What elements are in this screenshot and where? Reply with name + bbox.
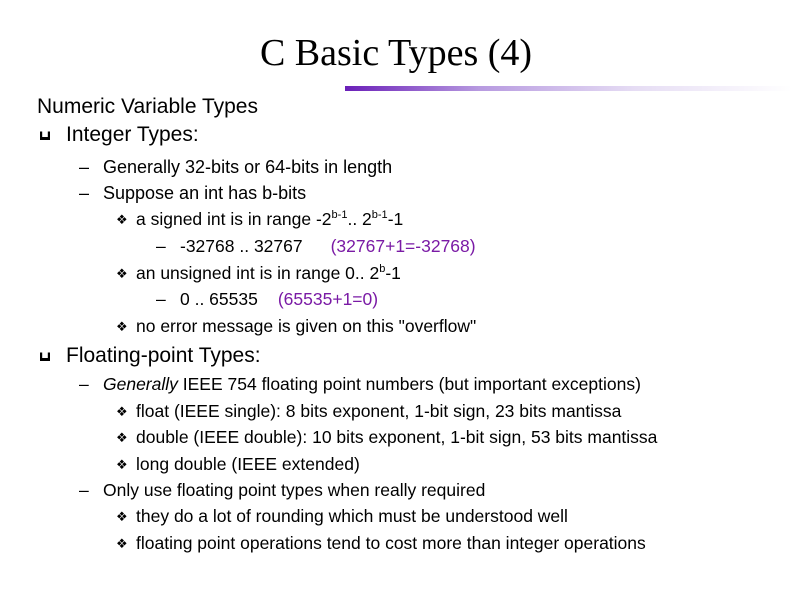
floating-sub1-rest: IEEE 754 floating point numbers (but important exceptions) (177, 374, 641, 394)
square-u-bullet-icon (40, 130, 50, 140)
diamond-check-bullet-icon: ❖ (116, 319, 128, 334)
integer-sub2-text: Suppose an int has b-bits (103, 183, 307, 203)
cost-item (116, 531, 646, 556)
diamond-check-bullet-icon: ❖ (116, 404, 128, 419)
floating-sub2-text: Only use floating point types when really required (103, 480, 486, 500)
title-underline (345, 86, 792, 91)
signed-range (116, 207, 403, 232)
signed-mid: .. 2 (347, 209, 372, 229)
integer-sub1 (79, 155, 392, 179)
signed-exp1: b-1 (331, 209, 348, 221)
floating-sub2 (79, 478, 485, 502)
float-text: float (IEEE single): 8 bits exponent, 1-bit sign, 23 bits mantissa (136, 401, 622, 421)
float-item (116, 399, 621, 424)
floating-sub1 (79, 372, 641, 396)
unsigned-post: -1 (385, 263, 401, 283)
integer-sub2 (79, 181, 306, 205)
double-item (116, 425, 657, 450)
dash-bullet: – (79, 480, 89, 500)
signed-exp2: b-1 (371, 209, 388, 221)
diamond-check-bullet-icon: ❖ (116, 430, 128, 445)
dash-bullet: – (79, 374, 89, 394)
double-text: double (IEEE double): 10 bits exponent, 1-bit sign, 53 bits mantissa (136, 427, 658, 447)
unsigned-range (116, 261, 401, 286)
signed-note: (32767+1=-32768) (330, 236, 476, 256)
cost-text: floating point operations tend to cost more than integer operations (136, 533, 646, 553)
signed-post: -1 (387, 209, 404, 229)
diamond-check-bullet-icon: ❖ (116, 536, 128, 551)
signed-example-line (156, 234, 476, 258)
dash-bullet: – (156, 289, 166, 309)
signed-example: -32768 .. 32767 (180, 236, 303, 256)
integer-types-item (40, 122, 199, 148)
diamond-check-bullet-icon: ❖ (116, 457, 128, 472)
unsigned-example: 0 .. 65535 (180, 289, 258, 309)
diamond-check-bullet-icon: ❖ (116, 509, 128, 524)
unsigned-note: (65535+1=0) (277, 289, 379, 309)
integer-heading: Integer Types: (66, 123, 199, 146)
floating-types-item (40, 343, 261, 369)
slide-title: C Basic Types (4) (259, 32, 533, 74)
floating-sub1-em: Generally (103, 374, 178, 394)
long-double-text: long double (IEEE extended) (136, 454, 360, 474)
square-u-bullet-icon (40, 351, 50, 361)
dash-bullet: – (79, 183, 90, 203)
dash-bullet: – (156, 236, 166, 256)
unsigned-example-line (156, 287, 378, 311)
diamond-check-bullet-icon: ❖ (116, 212, 128, 227)
unsigned-pre: an unsigned int is in range 0.. 2 (136, 263, 380, 283)
floating-heading: Floating-point Types: (66, 344, 261, 367)
dash-bullet: – (79, 157, 90, 177)
long-double-item (116, 452, 360, 477)
unsigned-exp: b (379, 263, 386, 275)
integer-sub1-text: Generally 32-bits or 64-bits in length (103, 157, 393, 177)
signed-pre: a signed int is in range -2 (136, 209, 332, 229)
intro-text: Numeric Variable Types (37, 95, 258, 118)
overflow-text: no error message is given on this "overflow" (136, 316, 477, 336)
rounding-text: they do a lot of rounding which must be understood well (136, 506, 568, 526)
overflow-item (116, 314, 476, 339)
rounding-item (116, 504, 568, 529)
diamond-check-bullet-icon: ❖ (116, 266, 128, 281)
